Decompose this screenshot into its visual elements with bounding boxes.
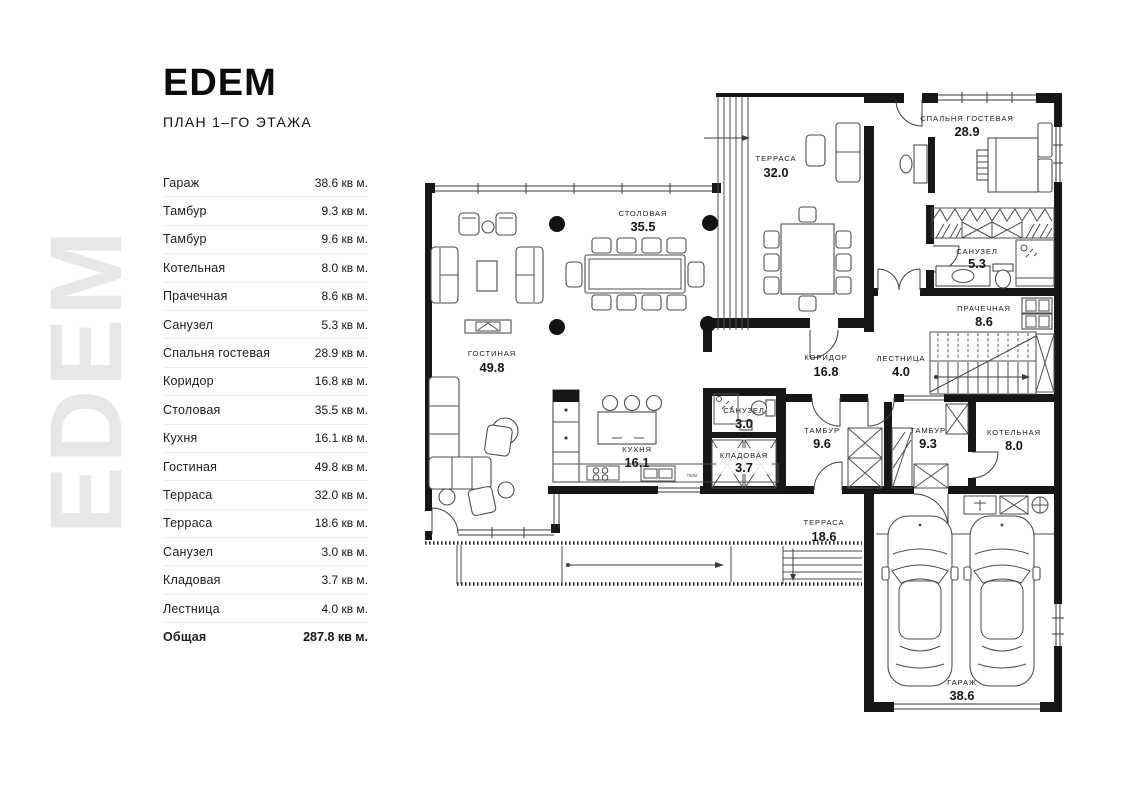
room-name: Кладовая xyxy=(163,573,221,588)
furniture-terrace32 xyxy=(764,123,860,311)
room-area: 38.6 кв м. xyxy=(314,175,368,190)
room-name: Гостиная xyxy=(163,459,218,474)
furniture-dining xyxy=(566,238,704,310)
total-label: Общая xyxy=(163,629,207,644)
terrace-deck-slats xyxy=(704,97,750,330)
room-name: Столовая xyxy=(163,402,221,417)
dishwasher-label: ПММ xyxy=(686,473,698,478)
room-name: Котельная xyxy=(163,260,226,275)
room-label-living-area: 49.8 xyxy=(479,360,505,375)
room-label-bath53-area: 5.3 xyxy=(968,256,986,271)
wardrobes xyxy=(712,208,1054,488)
room-name: Спальня гостевая xyxy=(163,346,271,361)
room-label-storage-area: 3.7 xyxy=(735,460,753,475)
room-label-living-name: ГОСТИНАЯ xyxy=(467,349,517,358)
room-name: Кухня xyxy=(163,431,198,446)
room-name: Лестница xyxy=(163,601,220,616)
room-label-corridor-name: КОРИДОР xyxy=(804,353,848,362)
furniture-laundry xyxy=(1022,298,1052,329)
walkway-arrow xyxy=(715,562,724,568)
garage xyxy=(876,496,1054,686)
room-label-vest96-area: 9.6 xyxy=(813,436,831,451)
room-area: 28.9 кв м. xyxy=(314,346,368,361)
room-area: 18.6 кв м. xyxy=(314,516,368,531)
room-area: 8.0 кв м. xyxy=(321,260,368,275)
room-label-dining-name: СТОЛОВАЯ xyxy=(618,209,668,218)
room-label-kitchen-area: 16.1 xyxy=(624,455,650,470)
room-label-boiler-name: КОТЕЛЬНАЯ xyxy=(986,428,1042,437)
room-area: 35.5 кв м. xyxy=(314,402,368,417)
room-area: 49.8 кв м. xyxy=(314,459,368,474)
room-area: 32.0 кв м. xyxy=(314,487,368,502)
page-title: EDEM xyxy=(163,62,277,104)
room-area: 8.6 кв м. xyxy=(321,289,368,304)
room-name: Тамбур xyxy=(163,232,207,247)
room-label-corridor-area: 16.8 xyxy=(813,364,839,379)
room-label-vest93-name: ТАМБУР xyxy=(910,426,946,435)
room-name: Тамбур xyxy=(163,204,207,219)
room-area: 3.0 кв м. xyxy=(321,544,368,559)
room-label-vest93-area: 9.3 xyxy=(919,436,937,451)
room-area: 4.0 кв м. xyxy=(321,601,368,616)
room-label-bath30-name: САНУЗЕЛ xyxy=(723,406,765,415)
terrace18-steps xyxy=(783,546,862,584)
doors xyxy=(432,100,998,534)
room-label-bedroom-name: СПАЛЬНЯ ГОСТЕВАЯ xyxy=(920,114,1014,123)
room-label-terrace18-area: 18.6 xyxy=(811,529,837,544)
room-label-vest96-name: ТАМБУР xyxy=(804,426,840,435)
room-name: Коридор xyxy=(163,374,214,389)
room-name: Санузел xyxy=(163,317,214,332)
room-area: 16.8 кв м. xyxy=(314,374,368,389)
room-label-storage-name: КЛАДОВАЯ xyxy=(719,451,769,460)
car xyxy=(964,516,1040,686)
room-area: 16.1 кв м. xyxy=(314,431,368,446)
room-area: 9.6 кв м. xyxy=(321,232,368,247)
deck-arrow xyxy=(742,135,750,141)
room-label-garage-area: 38.6 xyxy=(949,688,975,703)
room-label-terrace32-name: ТЕРРАСА xyxy=(755,154,797,163)
page-subtitle: ПЛАН 1–ГО ЭТАЖА xyxy=(163,114,312,130)
room-label-laundry-area: 8.6 xyxy=(975,314,993,329)
room-label-laundry-name: ПРАЧЕЧНАЯ xyxy=(957,304,1011,313)
room-name: Терраса xyxy=(163,516,213,531)
room-name: Прачечная xyxy=(163,289,228,304)
room-label-terrace32-area: 32.0 xyxy=(763,165,789,180)
room-label-garage-name: ГАРАЖ xyxy=(947,678,977,687)
room-label-kitchen-name: КУХНЯ xyxy=(622,445,652,454)
total-area: 287.8 кв м. xyxy=(303,629,368,644)
room-label-stairs-name: ЛЕСТНИЦА xyxy=(876,354,926,363)
room-label-terrace18-name: ТЕРРАСА xyxy=(803,518,845,527)
room-name: Терраса xyxy=(163,487,213,502)
room-label-bath53-name: САНУЗЕЛ xyxy=(956,247,998,256)
walkway xyxy=(425,543,862,584)
room-label-bedroom-area: 28.9 xyxy=(954,124,980,139)
car xyxy=(882,516,958,686)
room-name: Санузел xyxy=(163,544,214,559)
room-label-dining-area: 35.5 xyxy=(630,219,656,234)
room-label-stairs-area: 4.0 xyxy=(892,364,910,379)
room-name: Гараж xyxy=(163,175,200,190)
room-label-boiler-area: 8.0 xyxy=(1005,438,1023,453)
room-label-bath30-area: 3.0 xyxy=(735,416,753,431)
room-area: 3.7 кв м. xyxy=(321,573,368,588)
stairs xyxy=(930,332,1054,394)
brand-watermark: EDEM xyxy=(29,227,143,535)
room-area: 9.3 кв м. xyxy=(321,204,368,219)
room-area: 5.3 кв м. xyxy=(321,317,368,332)
